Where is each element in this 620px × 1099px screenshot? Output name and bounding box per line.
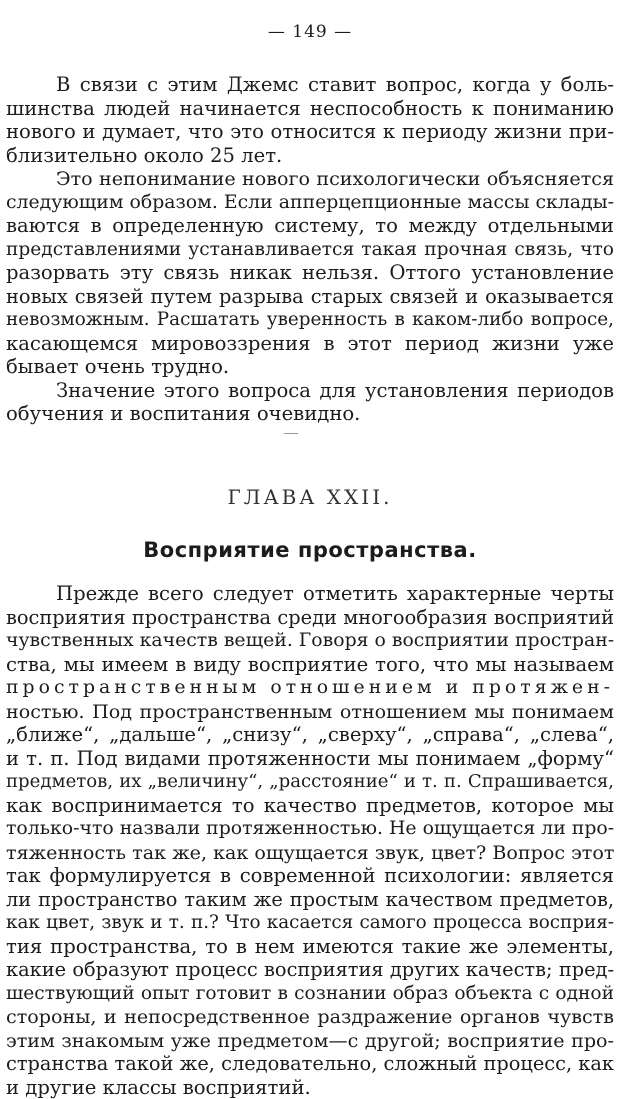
text-line: разорвать эту связь никак нельзя. Оттого установление [6,261,614,285]
text-line: странства такой же, следовательно, сложный процесс, как [6,1052,614,1076]
text-line: только-что назвали протяженностью. Не ощущается ли про- [6,817,614,841]
text-line: обучения и воспитания очевидно. [6,402,614,426]
text-line: шествующий опыт готовит в сознании образ объекта с одной [6,982,614,1006]
paragraph-1 [6,73,614,167]
chapter-body [6,582,614,1099]
text-line: нового и думает, что это относится к периоду жизни при- [6,120,614,144]
text-line: как воспринимается то качество предметов, которое мы [6,794,614,818]
chapter-title: Восприятие пространства. [0,538,620,562]
text-line: какие образуют процесс восприятия других качеств; пред- [6,958,614,982]
text-line: ностью. Под пространственным отношением мы понимаем [6,700,614,724]
top-text-block [6,73,614,426]
section-divider [284,433,298,434]
text-line: следующим образом. Если апперцепционные массы склады- [6,191,614,215]
text-line: тяженность так же, как ощущается звук, цвет? Вопрос этот [6,841,614,865]
text-line: представлениями устанавливается такая прочная связь, что [6,238,614,262]
text-line: ваются в определенную систему, то между отдельными [6,214,614,238]
paragraph-3 [6,379,614,426]
text-line: ли пространство таким же простым качеством предметов, [6,888,614,912]
text-line: пространственным отношением и протяжен- [6,676,614,700]
text-line: Значение этого вопроса для установления периодов [6,379,614,403]
text-line: бывает очень трудно. [6,355,614,379]
text-line: касающемся мировоззрения в этот период жизни уже [6,332,614,356]
text-line: как цвет, звук и т. п.? Что касается самого процесса восприя- [6,911,614,935]
page-number: — 149 — [0,22,620,42]
text-line: Это непонимание нового психологически объясняется [6,167,614,191]
text-line: Прежде всего следует отметить характерные черты [6,582,614,606]
text-line: этим знакомым уже предметом—с другой; восприятие про- [6,1029,614,1053]
text-line: „ближе“, „дальше“, „снизу“, „сверху“, „справа“, „слева“, [6,723,614,747]
text-line: восприятия пространства среди многообразия восприятий [6,606,614,630]
text-line: тия пространства, то в нем имеются такие же элементы, [6,935,614,959]
text-line: и другие классы восприятий. [6,1076,614,1099]
text-line: предметов, их „величину“, „расстояние“ и т. п. Спрашивается, [6,770,614,794]
text-line: ства, мы имеем в виду восприятие того, что мы называем [6,653,614,677]
chapter-label: ГЛАВА XXII. [0,485,620,509]
text-line: и т. п. Под видами протяженности мы понимаем „форму“ [6,747,614,771]
paragraph-2 [6,167,614,379]
text-line: стороны, и непосредственное раздражение органов чувств [6,1005,614,1029]
text-line: чувственных качеств вещей. Говоря о восприятии простран- [6,629,614,653]
text-line: близительно около 25 лет. [6,144,614,168]
text-line: новых связей путем разрыва старых связей и оказывается [6,285,614,309]
text-line: шинства людей начинается неспособность к пониманию [6,97,614,121]
text-line: В связи с этим Джемс ставит вопрос, когда у боль- [6,73,614,97]
text-line: невозможным. Расшатать уверенность в каком-либо вопросе, [6,308,614,332]
text-line: так формулируется в современной психологии: является [6,864,614,888]
